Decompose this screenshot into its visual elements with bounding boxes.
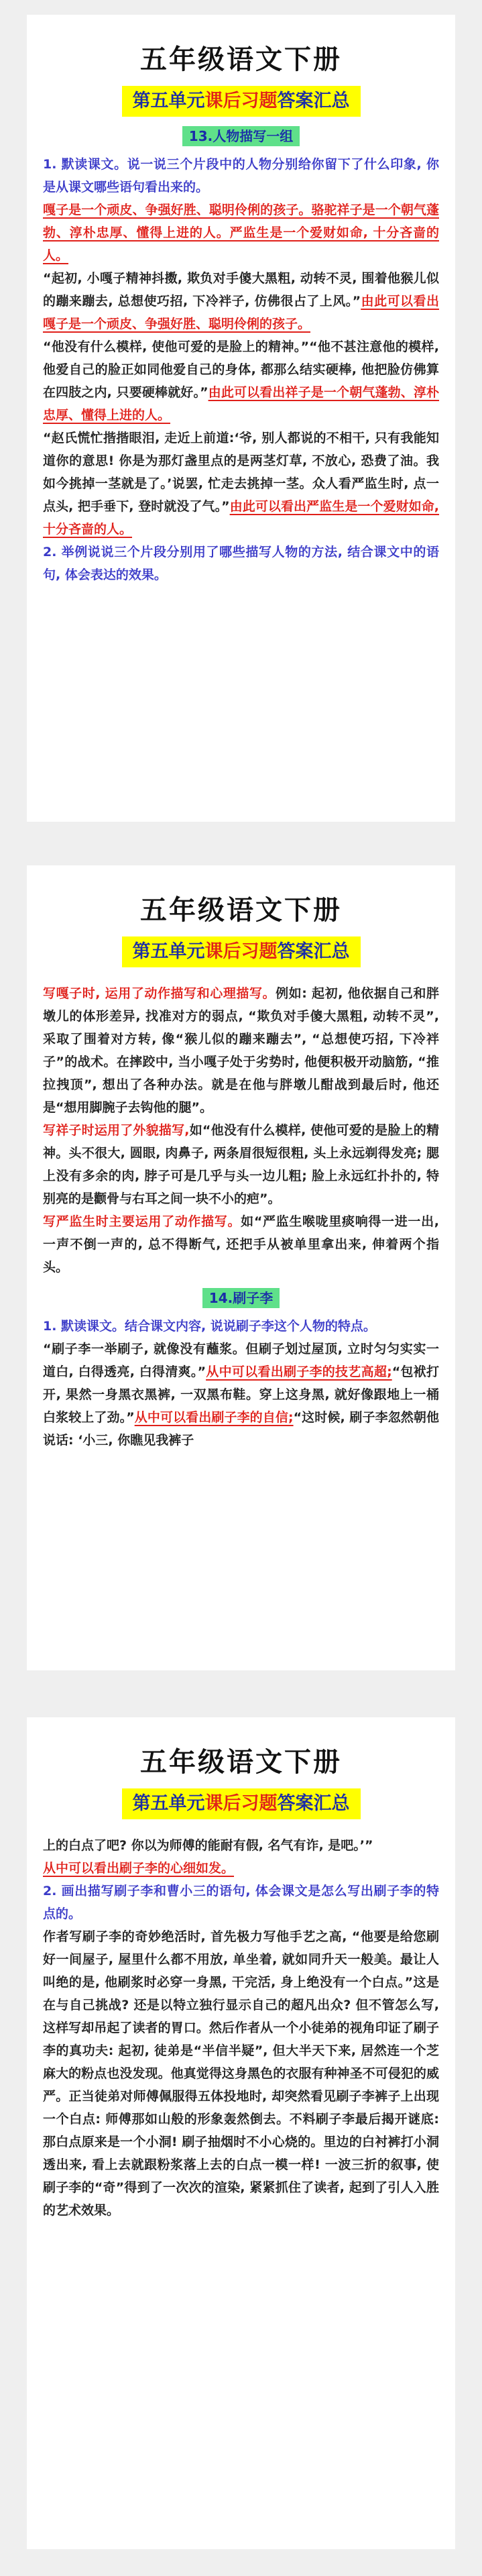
- analysis-block: 写严监生时主要运用了动作描写。如“严监生喉咙里痰响得一进一出, 一声不倒一声的, 总不得断气, 还把手从被单里拿出来, 伸着两个指头。: [43, 1214, 439, 1275]
- answer-text-1: [43, 153, 439, 586]
- page-title: 五年级语文下册: [140, 1747, 342, 1778]
- quote-continued: 上的白点了吧? 你以为师傅的能耐有假, 名气有诈, 是吧。’”: [43, 1838, 373, 1853]
- section-heading: [43, 126, 439, 146]
- subtitle-banner: [43, 86, 439, 117]
- answer-2: 作者写刷子李的奇妙绝活时, 首先极力写他手艺之高, “他要是给您刷好一间屋子, 屋里什么都不用放, 单坐着, 就如同升天一般美。最让人叫绝的是, 他刷浆时必穿一身黑, 干完活, 身上绝没有一个白点。”这是在与自己挑战? 还是以特立独行显示自己的超凡出众? 但不管怎么写, 这样写却吊起了读者的胃口。然后作者从一个小徒弟的视角印证了刷子李的真功夫: 起初, 徒弟是“半信半疑”, 但大半天下来, 居然连一个芝麻大的粉点也没发现。他真觉得这身黑色的衣服有种神圣不可侵犯的威严。正当徒弟对师傅佩服得五体投地时, 却突然看见刷子李裤子上出现一个白点: 师傅那如山般的形象轰然倒去。不料刷子李最后揭开谜底: 那白点原来是一个小洞! 刷子抽烟时不小心烧的。里边的白衬裤打小洞透出来, 看上去就跟粉浆落上去的白点一模一样! 一波三折的叙事, 使刷子李的“奇”得到了一次次的渲染, 紧紧抓住了读者, 起到了引人入胜的艺术效果。: [43, 1929, 439, 2218]
- sheet-1: [27, 15, 455, 822]
- section-heading: [43, 1288, 439, 1308]
- question-2: 2. 举例说说三个片段分别用了哪些描写人物的方法, 结合课文中的语句, 体会表达的效果。: [43, 545, 439, 582]
- subtitle: 第五单元课后习题答案汇总: [122, 86, 361, 117]
- answer-text-2: [43, 982, 439, 1279]
- quote-block: “刷子李一举刷子, 就像没有蘸浆。但刷子划过屋顶, 立时匀匀实实一道白, 白得透亮, 白得清爽。”从中可以看出刷子李的技艺高超;“包袱打开, 果然一身黑衣黑裤, 一双黑布鞋。穿上这身黑, 就好像跟地上一桶白浆较上了劲。”从中可以看出刷子李的自信;“这时候, 刷子李忽然朝他说话: ‘小三, 你瞧见我裤子: [43, 1342, 439, 1448]
- question-2: 2. 画出描写刷子李和曹小三的语句, 体会课文是怎么写出刷子李的特点的。: [43, 1884, 439, 1921]
- subtitle-banner: [43, 936, 439, 967]
- subtitle-banner: [43, 1788, 439, 1819]
- answer-text-4: [43, 1834, 439, 2222]
- question-1: 1. 默读课文。说一说三个片段中的人物分别给你留下了什么印象, 你是从课文哪些语句看出来的。: [43, 157, 439, 195]
- answer-text-3: [43, 1315, 439, 1452]
- subtitle: 第五单元课后习题答案汇总: [122, 936, 361, 967]
- analysis-block: 写嘎子时, 运用了动作描写和心理描写。例如: 起初, 他依据自己和胖墩儿的体形差异, 找准对方的弱点, “欺负对手傻大黑粗, 动转不灵”, 采取了围着对方转, 像“猴儿似的蹦来蹦去”, “总想使巧招, 下冷袢子”的战术。在摔跤中, 当小嘎子处于劣势时, 他便积极开动脑筋, “推拉拽顶”, 想出了各种办法。就是在他与胖墩儿酣战到最后时, 他还是“想用脚腕子去钩他的腿”。: [43, 986, 439, 1115]
- answer-1: 嘎子是一个顽皮、争强好胜、聪明伶俐的孩子。骆驼祥子是一个朝气蓬勃、淳朴忠厚、懂得上进的人。严监生是一个爱财如命, 十分吝啬的人。: [43, 203, 439, 263]
- question-1: 1. 默读课文。结合课文内容, 说说刷子李这个人物的特点。: [43, 1319, 376, 1334]
- subtitle: 第五单元课后习题答案汇总: [122, 1788, 361, 1819]
- answer-conclusion: 从中可以看出刷子李的心细如发。: [43, 1861, 235, 1876]
- quote-block: “他没有什么模样, 使他可爱的是脸上的精神。”“他不甚注意他的模样, 他爱自己的脸正如同他爱自己的身体, 都那么结实硬棒, 他把脸仿佛算在四肢之内, 只要硬棒就好。”由此可以看出祥子是一个朝气蓬勃、淳朴忠厚、懂得上进的人。: [43, 339, 439, 423]
- section-title-13: 13.人物描写一组: [182, 126, 300, 146]
- sheet-2: [27, 865, 455, 1670]
- analysis-block: 写祥子时运用了外貌描写,如“他没有什么模样, 使他可爱的是脸上的精神。头不很大, 圆眼, 肉鼻子, 两条眉很短很粗, 头上永远剃得发亮; 腮上没有多余的肉, 脖子可是几乎与头一边儿粗; 脸上永远红扑扑的, 特别亮的是颧骨与右耳之间一块不小的疤”。: [43, 1123, 439, 1206]
- page-title: 五年级语文下册: [140, 44, 342, 75]
- section-title-14: 14.刷子李: [202, 1288, 280, 1308]
- page-title: 五年级语文下册: [140, 895, 342, 926]
- quote-block: “起初, 小嘎子精神抖擞, 欺负对手傻大黑粗, 动转不灵, 围着他猴儿似的蹦来蹦去, 总想使巧招, 下冷袢子, 仿佛很占了上风。”由此可以看出嘎子是一个顽皮、争强好胜、聪明伶俐的孩子。: [43, 271, 439, 331]
- sheet-3: [27, 1717, 455, 2549]
- quote-block: “赵氏慌忙揩揩眼泪, 走近上前道:‘爷, 别人都说的不相干, 只有我能知道你的意思! 你是为那灯盏里点的是两茎灯草, 不放心, 恐费了油。我如今挑掉一茎就是了。’说罢, 忙走去挑掉一茎。众人看严监生时, 点一点头, 把手垂下, 登时就没了气。”由此可以看出严监生是一个爱财如命, 十分吝啬的人。: [43, 431, 440, 537]
